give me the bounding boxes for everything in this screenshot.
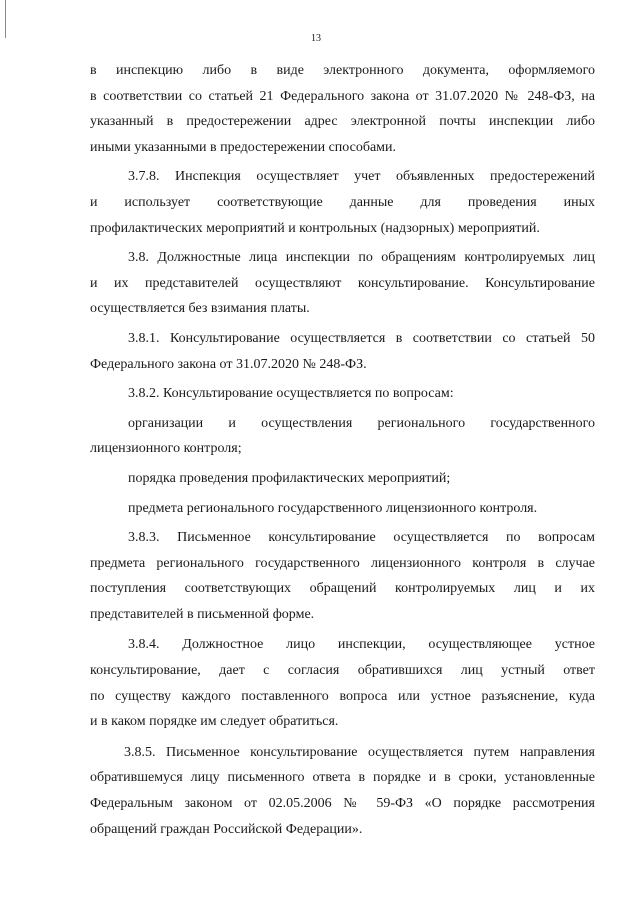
text-line: профилактических мероприятий и контрольных (надзорных) мероприятий. — [90, 220, 540, 236]
text-line: и их представителей осуществляют консультирование. Консультирование — [90, 275, 595, 291]
text-line: лицензионного контроля; — [90, 441, 242, 457]
paragraph-3-7-8-line: 3.7.8. Инспекция осуществляет учет объявленных предостережений — [128, 169, 595, 185]
paragraph-3-8-line: 3.8. Должностные лица инспекции по обращениям контролируемых лиц — [128, 250, 595, 266]
text-line: по существу каждого поставленного вопроса или устное разъяснение, куда — [90, 688, 595, 704]
text-line: Федеральным законом от 02.05.2006 № 59-ФЗ «О порядке рассмотрения — [90, 796, 595, 812]
text-line: осуществляется без взимания платы. — [90, 301, 310, 317]
text-line: иными указанными в предостережении способами. — [90, 139, 397, 155]
text-line: Федерального закона от 31.07.2020 № 248-ФЗ. — [90, 356, 367, 372]
text-line: представителей в письменной форме. — [90, 606, 315, 622]
paragraph-3-8-1-line: 3.8.1. Консультирование осуществляется в соответствии со статьей 50 — [128, 330, 595, 346]
list-item-line: порядка проведения профилактических мероприятий; — [128, 470, 451, 486]
text-line: и использует соответствующие данные для проведения иных — [90, 194, 595, 210]
text-line: указанный в предостережении адрес электронной почты инспекции либо — [90, 114, 595, 130]
text-line: в инспекцию либо в виде электронного документа, оформляемого — [90, 63, 595, 78]
text-line: поступления соответствующих обращений контролируемых лиц и их — [90, 581, 595, 597]
paragraph-3-8-5-line: 3.8.5. Письменное консультирование осуществляется путем направления — [124, 744, 595, 760]
list-item-line: предмета регионального государственного лицензионного контроля. — [128, 500, 538, 516]
page-number: 13 — [311, 33, 321, 44]
text-line: обратившемуся лицу письменного ответа в порядке и в сроки, установленные — [90, 770, 595, 786]
list-item-line: организации и осуществления регионального государственного — [128, 415, 595, 431]
text-line: обращений граждан Российской Федерации». — [90, 821, 363, 837]
paragraph-3-8-3-line: 3.8.3. Письменное консультирование осуществляется по вопросам — [128, 530, 595, 546]
text-line: предмета регионального государственного лицензионного контроля в случае — [90, 555, 595, 571]
text-line: в соответствии со статьей 21 Федерального закона от 31.07.2020 № 248-ФЗ, на — [90, 88, 595, 104]
text-line: и в каком порядке им следует обратиться. — [90, 714, 339, 730]
paragraph-3-8-2-line: 3.8.2. Консультирование осуществляется по вопросам: — [128, 386, 454, 402]
paragraph-3-8-4-line: 3.8.4. Должностное лицо инспекции, осуществляющее устное — [128, 637, 595, 653]
text-line: консультирование, дает с согласия обратившихся лиц устный ответ — [90, 663, 595, 679]
document-body — [90, 58, 595, 842]
